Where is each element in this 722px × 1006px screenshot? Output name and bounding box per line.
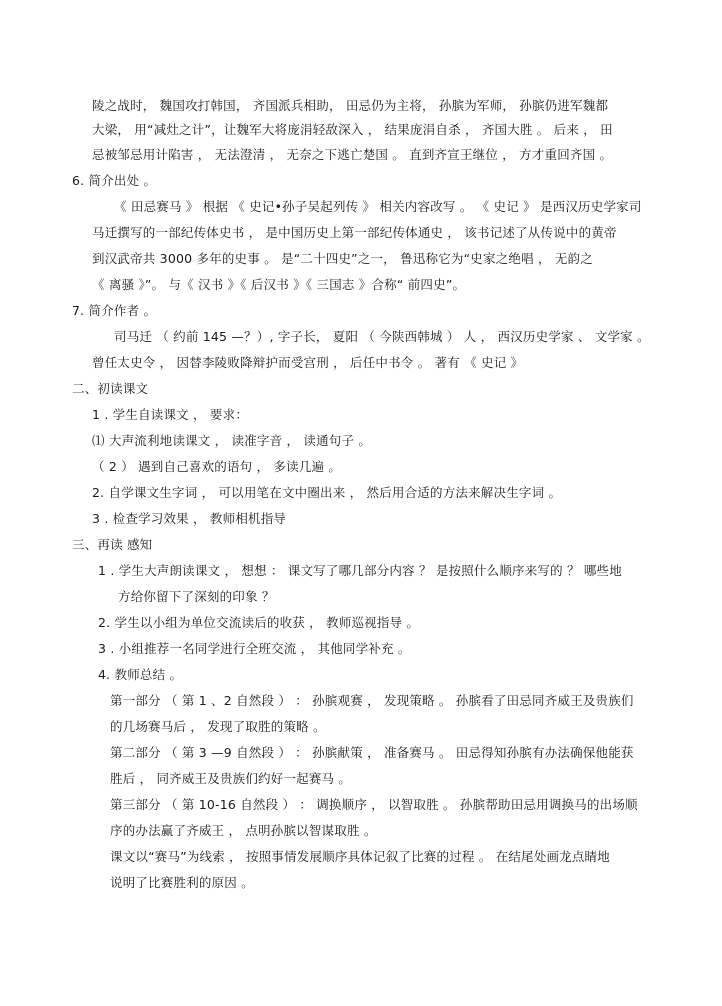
list-item: 4. 教师总结 。 — [98, 667, 183, 682]
list-item: 2. 自学课文生字词 ， 可以用笔在文中圈出来 ， 然后用合适的方法来解决生字词 。 — [92, 485, 562, 500]
summary-conclusion: 课文以“赛马”为线索 ， 按照事情发展顺序具体记叙了比赛的过程 。 在结尾处画龙点睛地 — [110, 849, 610, 864]
list-item: 3 . 检查学习效果 ， 教师相机指导 — [92, 511, 287, 526]
section-heading-second-reading: 三、再读 感知 — [72, 537, 153, 552]
summary-part-3-continuation: 序的办法赢了齐威王 ， 点明孙膑以智谋取胜 。 — [110, 823, 377, 838]
list-item: 2. 学生以小组为单位交流读后的收获 ， 教师巡视指导 。 — [98, 615, 420, 630]
list-item: 3 . 小组推荐一名同学进行全班交流 ， 其他同学补充 。 — [98, 641, 411, 656]
paragraph-line: 司马迁 （ 约前 145 —？）, 字子长， 夏阳 （ 今陕西韩城 ） 人 ， 西汉历史学家 、 文学家 。 — [114, 329, 650, 344]
paragraph-line: 到汉武帝共 3000 多年的史事 。 是“二十四史”之一， 鲁迅称它为“史家之绝唱 ， 无韵之 — [92, 251, 593, 266]
paragraph-line: 马迁撰写的一部纪传体史书 ， 是中国历史上第一部纪传体通史 ， 该书记述了从传说中的黄帝 — [92, 225, 617, 240]
paragraph-line: 《 离骚 》”。 与《 汉书 》《 后汉书 》《 三国志 》合称“ 前四史”。 — [92, 277, 466, 292]
paragraph-line: 大梁， 用“减灶之计”，让魏军大将庞涓轻敌深入 ， 结果庞涓自杀 ， 齐国大胜 。 后来 ， 田 — [92, 122, 613, 137]
section-heading-first-reading: 二、初读课文 — [72, 381, 149, 396]
list-item-continuation: 方给你留下了深刻的印象 ？ — [118, 589, 275, 604]
section-heading-source: 6. 简介出处 。 — [72, 173, 157, 188]
paragraph-line: 忌被邹忌用计陷害 ， 无法澄清 ， 无奈之下逃亡楚国 。 直到齐宣王继位 ， 方才重回齐国 。 — [92, 147, 613, 162]
list-subitem: （ 2 ） 遇到自己喜欢的语句 ， 多读几遍 。 — [92, 459, 342, 474]
summary-part-1: 第一部分 （ 第 1 、2 自然段 ） ： 孙膑观赛 ， 发现策略 。 孙膑看了田忌同齐威王及贵族们 — [110, 693, 634, 708]
paragraph-line: 陵之战时， 魏国攻打韩国， 齐国派兵相助， 田忌仍为主将， 孙膑为军师， 孙膑仍进军魏都 — [92, 98, 609, 113]
summary-part-2: 第二部分 （ 第 3 —9 自然段 ） ： 孙膑献策 ， 准备赛马 。 田忌得知孙膑有办法确保他能获 — [110, 745, 634, 760]
summary-part-3: 第三部分 （ 第 10-16 自然段 ） ： 调换顺序 ， 以智取胜 。 孙膑帮助田忌用调换马的出场顺 — [110, 797, 638, 812]
paragraph-line: 曾任太史令 ， 因替李陵败降辩护而受宫刑 ， 后任中书令 。 著有 《 史记 》 — [92, 355, 524, 370]
list-item: 1 . 学生自读课文 ， 要求： — [92, 407, 249, 422]
section-heading-author: 7. 简介作者 。 — [72, 303, 157, 318]
summary-part-1-continuation: 的几场赛马后 ， 发现了取胜的策略 。 — [110, 719, 326, 734]
list-item: 1 . 学生大声朗读课文 ， 想想 ： 课文写了哪几部分内容 ？ 是按照什么顺序来写的 ？ 哪些地 — [98, 563, 622, 578]
list-subitem: ⑴ 大声流利地读课文 ， 读准字音 ， 读通句子 。 — [92, 433, 372, 448]
summary-conclusion-continuation: 说明了比赛胜利的原因 。 — [110, 875, 254, 890]
summary-part-2-continuation: 胜后 ， 同齐威王及贵族们约好一起赛马 。 — [110, 771, 352, 786]
paragraph-line: 《 田忌赛马 》 根据 《 史记•孙子吴起列传 》 相关内容改写 。 《 史记 》 是西汉历史学家司 — [114, 199, 642, 214]
